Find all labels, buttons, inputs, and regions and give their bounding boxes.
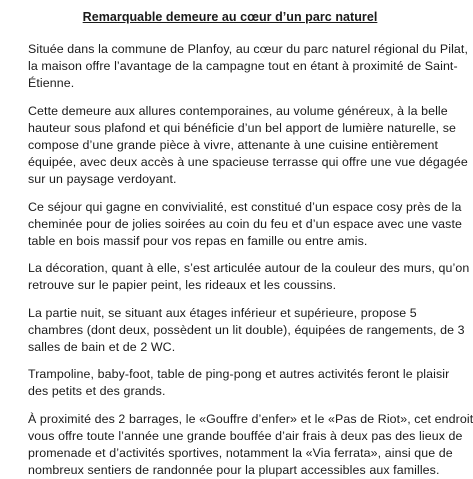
text-line: vous offre toute l’année une grande bouffée d’air frais à deux pas des lieux de [28,428,463,443]
paragraph-decoration [28,260,470,294]
text-line: nombreux sentiers de randonnée pour la plupart accessibles aux familles. [28,463,440,478]
text-line: des petits et des grands. [28,384,166,399]
paragraph-activities [28,366,450,400]
text-line: sur un paysage verdoyant. [28,172,177,187]
paragraph-house-description [28,103,468,189]
text-line: équipée, avec deux accès à une spacieuse terrasse qui offre une vue dégagée [28,155,468,170]
text-line: salles de bain et de 2 WC. [28,340,176,355]
text-line: table en bois massif pour vos repas en famille ou entre amis. [28,234,368,249]
document-title: Remarquable demeure au cœur d’un parc naturel [82,10,378,24]
text-line: Trampoline, baby-foot, table de ping-pong et autres activités feront le plaisir [28,367,450,382]
paragraph-bedrooms [28,305,465,357]
text-line: Ce séjour qui gagne en convivialité, est constitué d’un espace cosy près de la [28,199,462,214]
text-line: Cette demeure aux allures contemporaines, au volume généreux, à la belle [28,103,448,118]
text-line: compose d’une grande pièce à vivre, attenante à une cuisine entièrement [28,138,439,153]
text-line: chambres (dont deux, possèdent un lit double), équipées de rangements, de 3 [28,322,465,337]
text-line: Étienne. [28,76,75,91]
text-line: Située dans la commune de Planfoy, au cœur du parc naturel régional du Pilat, [28,42,469,56]
paragraph-living-room [28,199,462,251]
text-line: promenade et d’activités sportives, notamment la «Via ferrata», ainsi que de [28,446,453,461]
paragraph-surroundings [28,411,473,479]
paragraph-location [28,41,469,93]
text-line: La décoration, quant à elle, s’est articulée autour de la couleur des murs, qu’on [28,261,470,276]
text-line: À proximité des 2 barrages, le «Gouffre d’enfer» et le «Pas de Riot», cet endroit [28,411,473,426]
text-line: retrouve sur le papier peint, les rideaux et les coussins. [28,278,337,293]
text-line: La partie nuit, se situant aux étages inférieur et supérieure, propose 5 [28,305,417,320]
text-line: hauteur sous plafond et qui bénéficie d’un bel apport de lumière naturelle, se [28,120,456,135]
text-line: cheminée pour de jolies soirées au coin du feu et d’un espace avec une vaste [28,216,462,231]
text-line: la maison offre l’avantage de la campagne tout en étant à proximité de Saint- [28,59,458,74]
